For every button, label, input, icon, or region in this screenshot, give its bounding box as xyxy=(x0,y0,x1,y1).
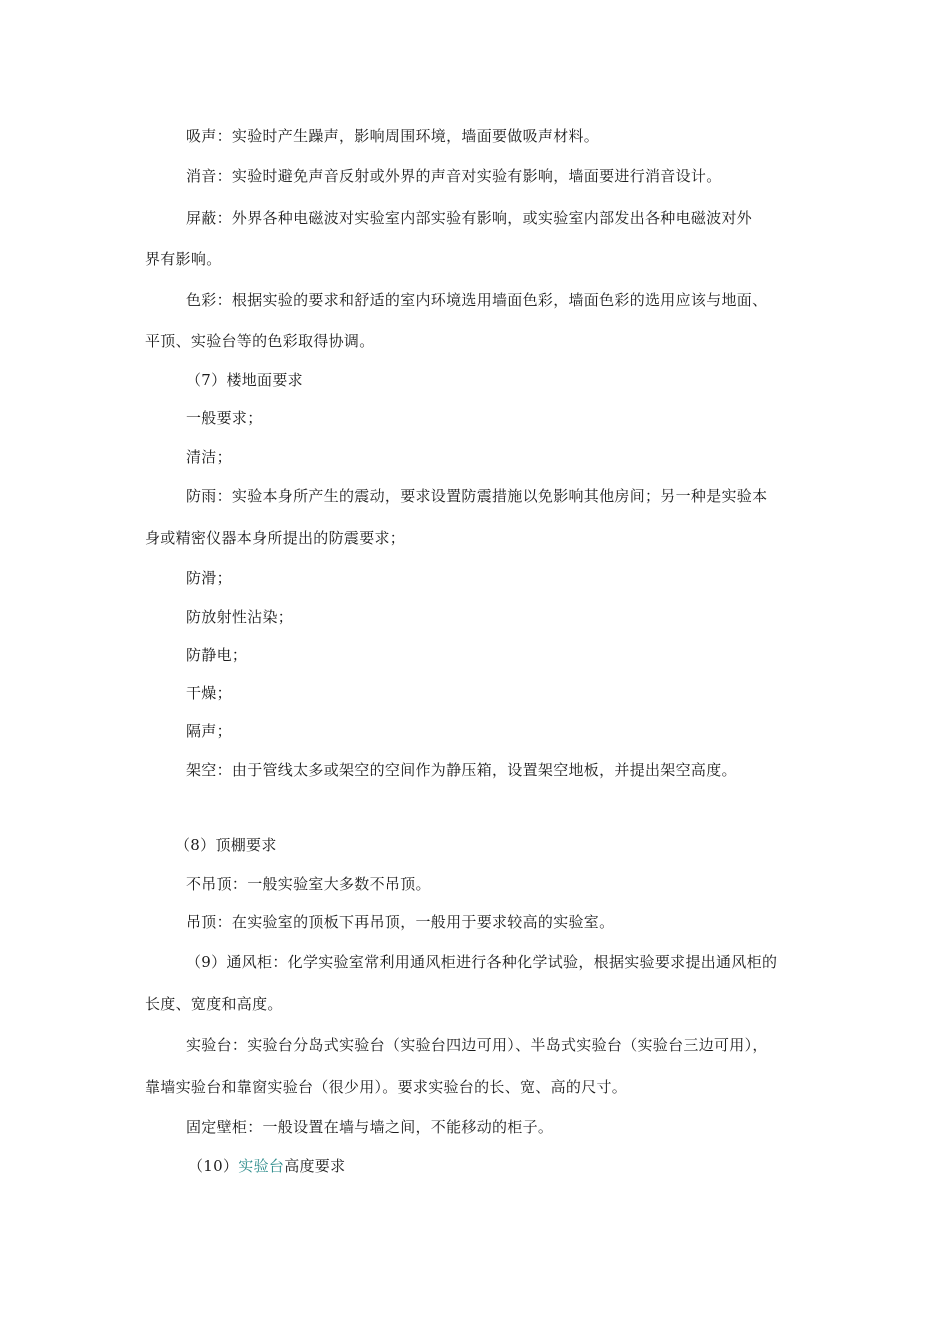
paragraph-vibration: 防雨：实验本身所产生的震动，要求设置防震措施以免影响其他房间；另一种是实验本 xyxy=(186,487,768,505)
heading-prefix: （10） xyxy=(188,1157,239,1175)
paragraph-lab-bench-cont: 靠墙实验台和靠窗实验台（很少用）。要求实验台的长、宽、高的尺寸。 xyxy=(145,1078,628,1096)
heading-floor-requirements: （7）楼地面要求 xyxy=(186,371,303,389)
paragraph-lab-bench: 实验台：实验台分岛式实验台（实验台四边可用）、半岛式实验台（实验台三边可用）， xyxy=(186,1036,768,1054)
list-item-sound-insulation: 隔声； xyxy=(186,722,232,740)
paragraph-shielding: 屏蔽：外界各种电磁波对实验室内部实验有影响，或实验室内部发出各种电磁波对外 xyxy=(186,209,753,227)
paragraph-sound-absorption: 吸声：实验时产生躁声，影响周围环境，墙面要做吸声材料。 xyxy=(186,127,600,145)
list-item-anti-slip: 防滑； xyxy=(186,569,232,587)
paragraph-fume-hood: （9）通风柜：化学实验室常利用通风柜进行各种化学试验，根据实验要求提出通风柜的 xyxy=(186,953,778,971)
paragraph-raised-floor: 架空：由于管线太多或架空的空间作为静压箱，设置架空地板，并提出架空高度。 xyxy=(186,761,737,779)
list-item-static: 防静电； xyxy=(186,646,248,664)
paragraph-color-cont: 平顶、实验台等的色彩取得协调。 xyxy=(145,332,375,350)
paragraph-vibration-cont: 身或精密仪器本身所提出的防震要求； xyxy=(145,529,406,547)
paragraph-noise-cancel: 消音：实验时避免声音反射或外界的声音对实验有影响，墙面要进行消音设计。 xyxy=(186,167,722,185)
paragraph-fixed-cabinet: 固定壁柜：一般设置在墙与墙之间，不能移动的柜子。 xyxy=(186,1118,554,1136)
paragraph-shielding-cont: 界有影响。 xyxy=(145,250,222,268)
paragraph-no-ceiling: 不吊顶：一般实验室大多数不吊顶。 xyxy=(186,875,431,893)
paragraph-suspended-ceiling: 吊顶：在实验室的顶板下再吊顶，一般用于要求较高的实验室。 xyxy=(186,913,615,931)
list-item-general: 一般要求； xyxy=(186,409,263,427)
paragraph-color: 色彩：根据实验的要求和舒适的室内环境选用墙面色彩，墙面色彩的选用应该与地面、 xyxy=(186,291,768,309)
heading-bench-height xyxy=(188,1156,345,1176)
list-item-clean: 清洁； xyxy=(186,448,232,466)
list-item-radiation: 防放射性沾染； xyxy=(186,608,294,626)
heading-ceiling-requirements: （8）顶棚要求 xyxy=(175,836,277,854)
heading-suffix: 高度要求 xyxy=(284,1157,346,1175)
list-item-dry: 干燥； xyxy=(186,684,232,702)
paragraph-fume-hood-cont: 长度、宽度和高度。 xyxy=(145,995,283,1013)
lab-bench-link[interactable]: 实验台 xyxy=(238,1157,285,1175)
